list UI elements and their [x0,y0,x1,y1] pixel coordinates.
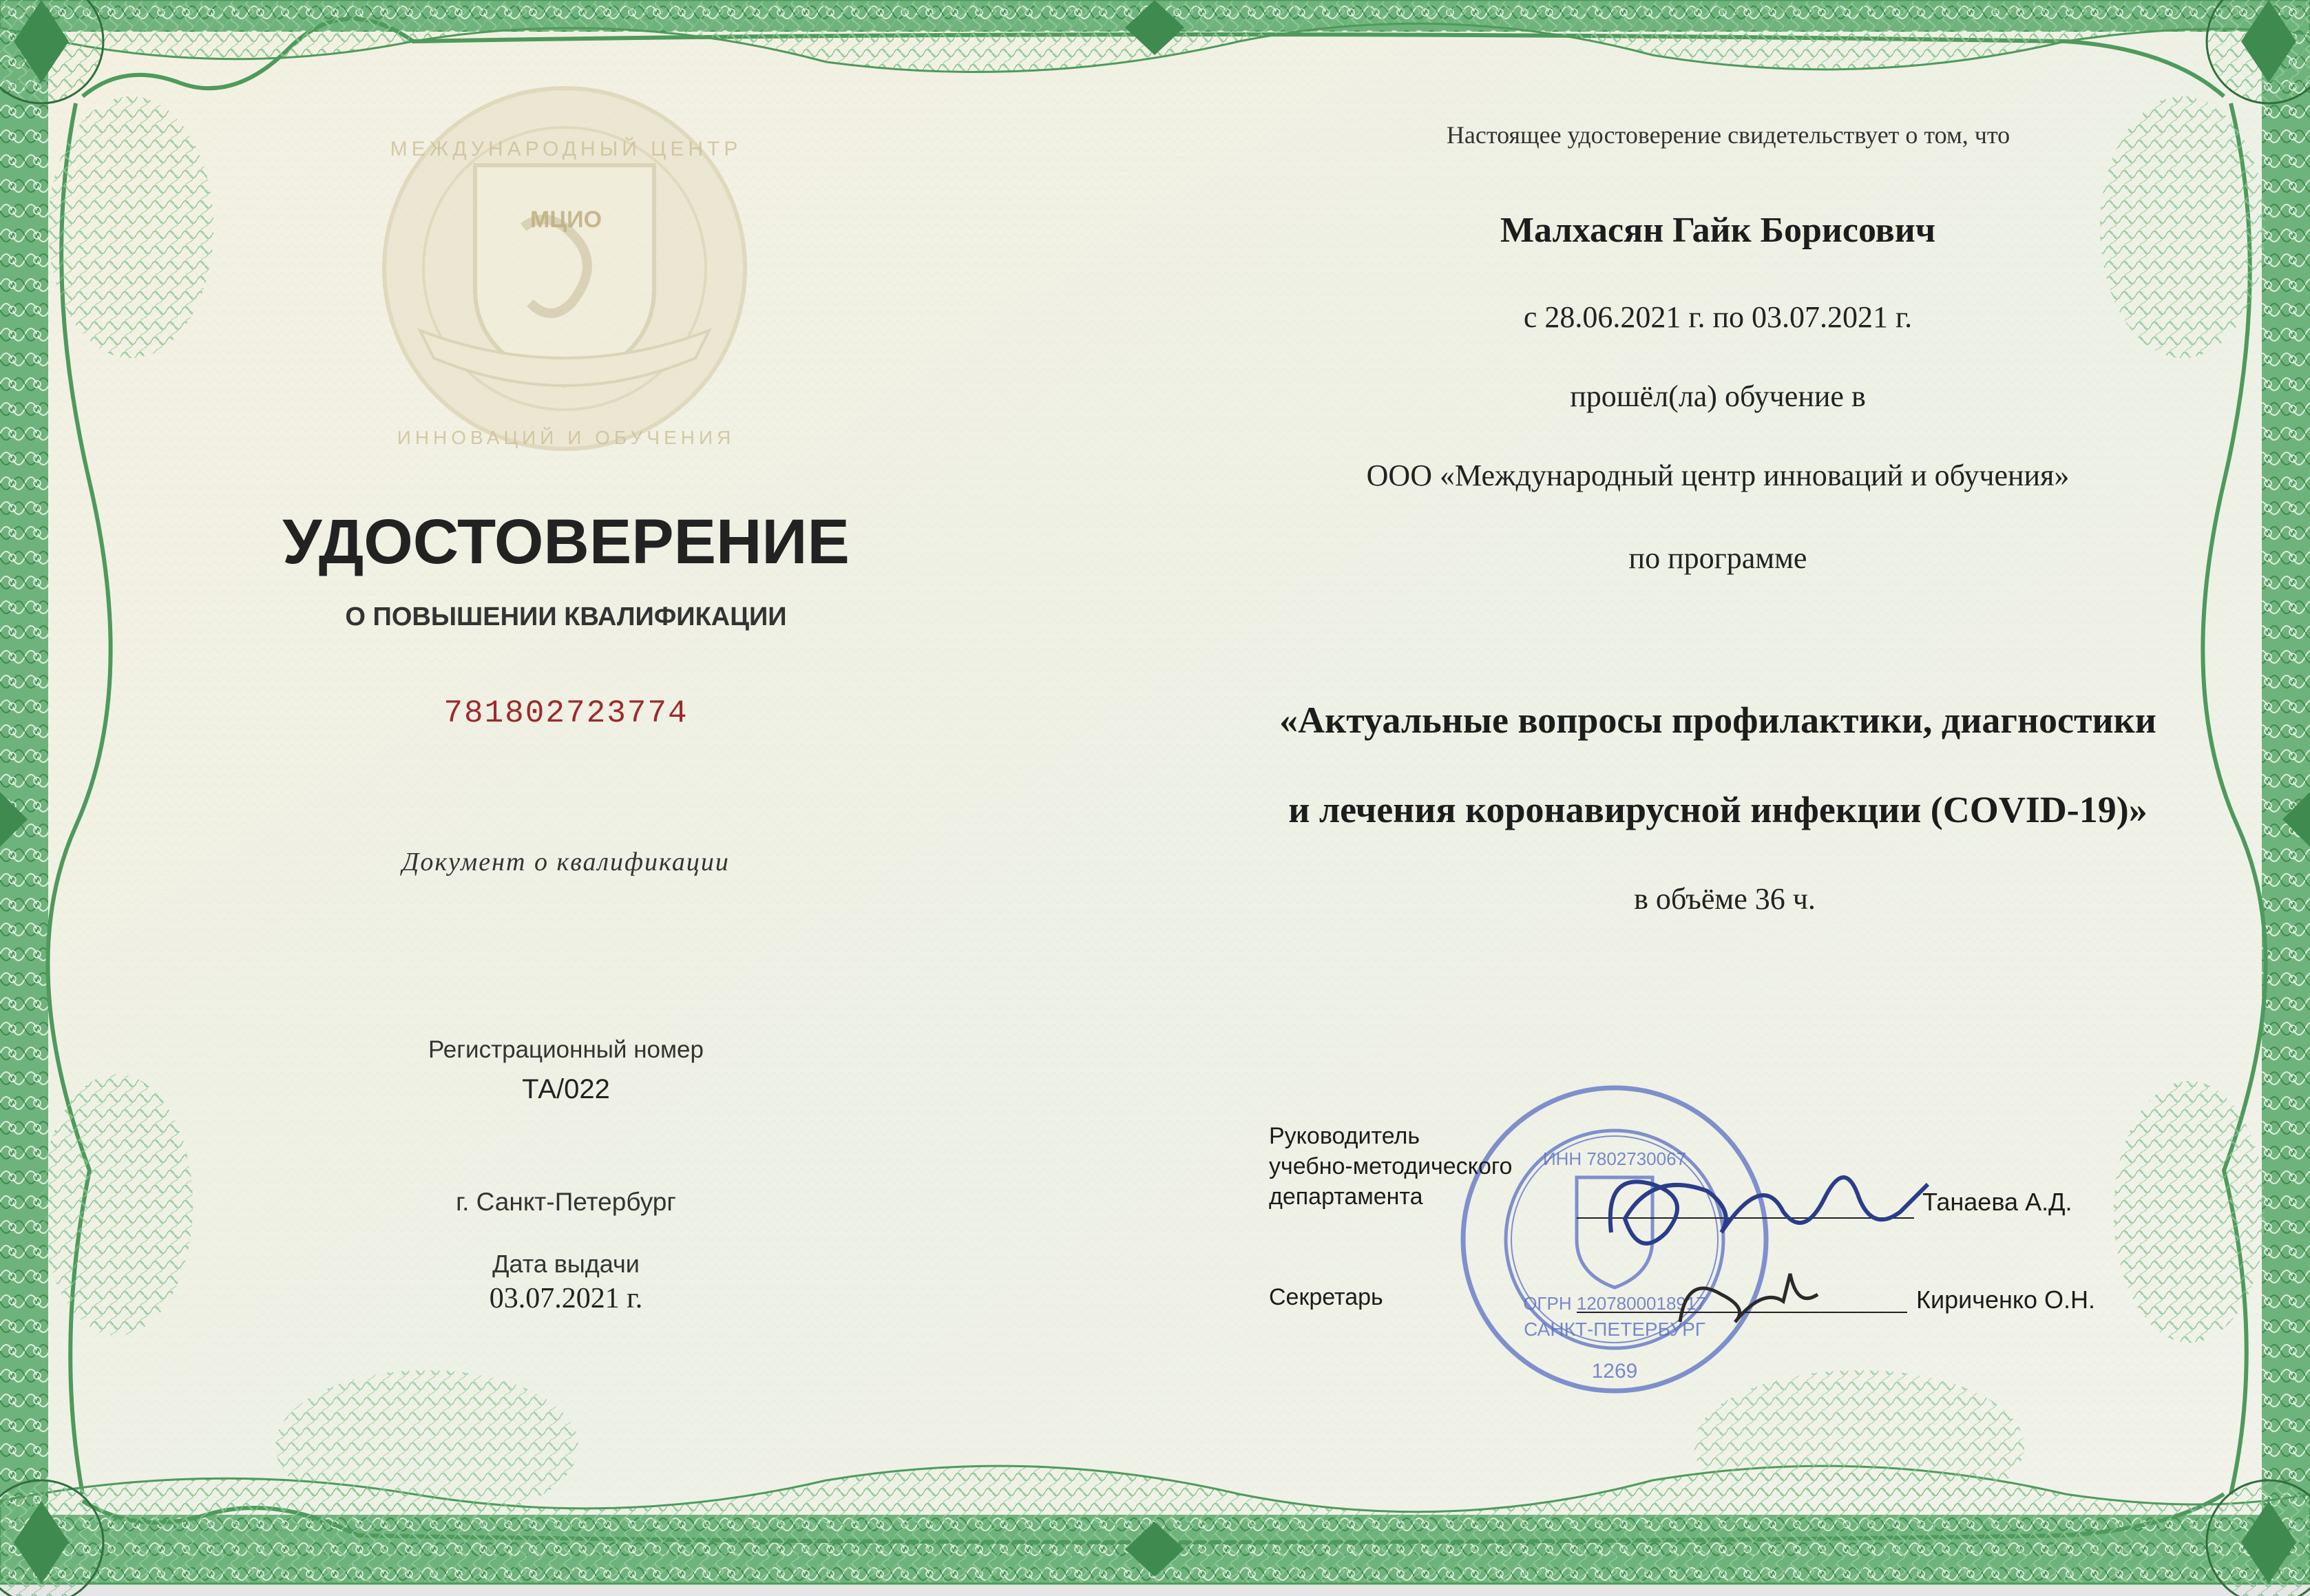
signer1-role-line1: Руководитель [1269,1123,1420,1149]
signer1-role-line2: учебно-методического [1269,1153,1513,1179]
person-name: Малхасян Гайк Борисович [1500,211,1936,250]
stamp-inn: ИНН 7802730067 [1542,1148,1687,1169]
signer2-name: Кириченко О.Н. [1916,1285,2096,1314]
emblem-text-bottom: ИННОВАЦИЙ И ОБУЧЕНИЯ [397,427,735,448]
issue-date: 03.07.2021 г. [489,1283,643,1314]
signer1-signature-line [1577,1217,1914,1219]
registration-label: Регистрационный номер [428,1036,704,1063]
training-period: с 28.06.2021 г. по 03.07.2021 г. [1523,300,1913,334]
signer1-role [1269,1121,1512,1212]
organization-name: ООО «Международный центр инноваций и обучения» [1366,459,2070,492]
stamp-city: САНКТ-ПЕТЕРБУРГ [1524,1319,1705,1340]
certificate-title: УДОСТОВЕРЕНИЕ [282,507,850,577]
registration-number: ТА/022 [522,1074,610,1104]
issue-city: г. Санкт-Петербург [456,1188,676,1216]
program-title-line1: «Актуальные вопросы профилактики, диагностики [1279,700,2156,741]
stamp-number: 1269 [1591,1360,1638,1383]
signer1-role-line3: департамента [1269,1184,1423,1210]
program-volume: в объёме 36 ч. [1634,882,1816,916]
emblem-abbr: МЦИО [529,207,602,233]
signer2-role: Секретарь [1269,1284,1383,1310]
by-program-text: по программе [1628,541,1807,575]
signer1-name: Танаева А.Д. [1922,1188,2072,1216]
serial-number: 781802723774 [443,695,689,731]
emblem-text-top: МЕЖДУНАРОДНЫЙ ЦЕНТР [390,138,742,160]
intro-text: Настоящее удостоверение свидетельствует о том, что [1446,121,2010,149]
certificate-subtitle: О ПОВЫШЕНИИ КВАЛИФИКАЦИИ [345,602,787,631]
program-title-line2: и лечения коронавирусной инфекции (COVID-19)» [1288,789,2148,830]
signer2-signature-line [1577,1312,1907,1313]
stamp-ogrn: ОГРН 1207800018917 [1523,1293,1706,1314]
issue-date-label: Дата выдачи [492,1250,640,1278]
trained-at-text: прошёл(ла) обучение в [1570,379,1866,413]
document-type: Документ о квалификации [402,848,730,876]
